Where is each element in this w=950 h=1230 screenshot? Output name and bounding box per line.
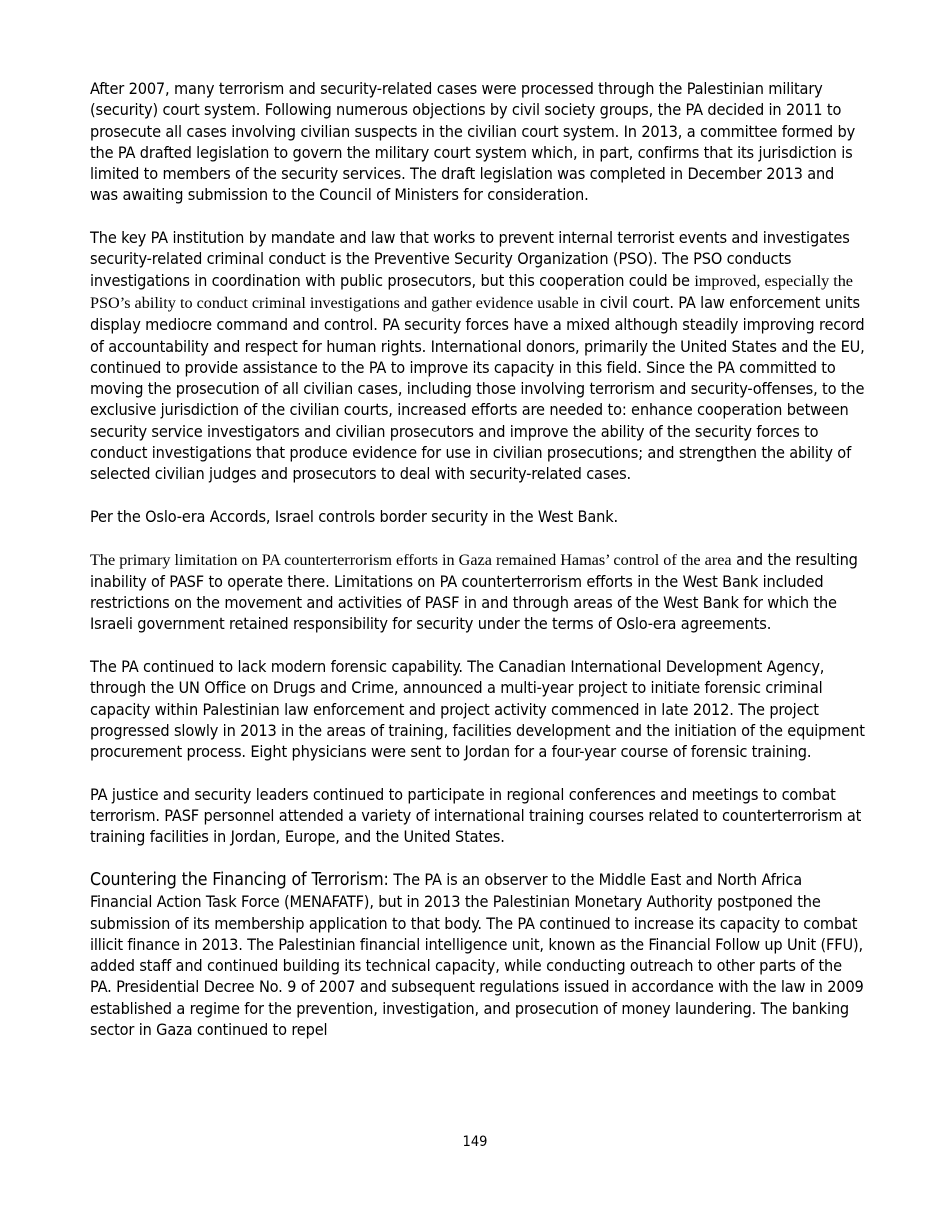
paragraph-text-part-b: and the resulting inability of PASF to operate there. Limitations on PA counterterrorism efforts in the West Bank included restrictions on the movement and activities of PASF in and through areas of the West Bank for which the Israeli government retained responsibility for security under the terms of Oslo-era agreements. <box>90 549 858 634</box>
paragraph-text-part-b: civil court. PA law enforcement units display mediocre command and control. PA security forces have a mixed although steadily improving record of accountability and respect for human rights. International donors, primarily the United States and the EU, continued to provide assistance to the PA to improve its capacity in this field. Since the PA committed to moving the prosecution of all civilian cases, including those involving terrorism and security-offenses, to the exclusive jurisdiction of the civilian courts, increased efforts are needed to: enhance cooperation between security service investigators and civilian prosecutors and improve the ability of the security forces to conduct investigations that produce evidence for use in civilian prosecutions; and strengthen the ability of selected civilian judges and prosecutors to deal with security-related cases. <box>90 292 865 484</box>
paragraph-text: The PA is an observer to the Middle East and North Africa Financial Action Task Force (MENAFATF), but in 2013 the Palestinian Monetary Authority postponed the submission of its membership application to that body. The PA continued to increase its capacity to combat illicit finance in 2013. The Palestinian financial intelligence unit, known as the Financial Follow up Unit (FFU), added staff and continued building its technical capacity, while conducting outreach to other parts of the PA. Presidential Decree No. 9 of 2007 and subsequent regulations issued in accordance with the law in 2009 established a regime for the prevention, investigation, and prosecution of money laundering. The banking sector in Gaza continued to repel <box>90 869 864 1040</box>
paragraph-text-part-a: The key PA institution by mandate and law that works to prevent internal terrorist events and investigates security-related criminal conduct is the Preventive Security Organization (PSO). The PSO conducts investigations in coordination with public prosecutors, but this cooperation could be <box>90 228 850 290</box>
paragraph-pso <box>90 227 865 485</box>
paragraph-text-serif-line: improved, especially the PSO’s ability to conduct criminal investigations and gather evidence usable in <box>90 271 853 312</box>
paragraph-cft <box>90 869 865 1040</box>
paragraph-military-courts <box>90 78 865 206</box>
body-text <box>90 78 865 1062</box>
paragraph-text: Per the Oslo-era Accords, Israel controls border security in the West Bank. <box>90 506 618 526</box>
section-heading-cft: Countering the Financing of Terrorism: <box>90 869 389 890</box>
paragraph-regional-conferences <box>90 784 865 848</box>
page-number: 149 <box>462 1134 488 1150</box>
paragraph-text: After 2007, many terrorism and security-related cases were processed through the Palestinian military (security) court system. Following numerous objections by civil society groups, the PA decided in 2011 to prosecute all cases involving civilian suspects in the civilian court system. In 2013, a committee formed by the PA drafted legislation to govern the military court system which, in part, confirms that its jurisdiction is limited to members of the security services. The draft legislation was completed in December 2013 and was awaiting submission to the Council of Ministers for consideration. <box>90 79 856 205</box>
paragraph-gaza-limitations <box>90 549 865 635</box>
paragraph-text: PA justice and security leaders continued to participate in regional conferences and meetings to combat terrorism. PASF personnel attended a variety of international training courses related to counterterrorism at training facilities in Jordan, Europe, and the United States. <box>90 784 862 847</box>
paragraph-text-serif-line: The primary limitation on PA counterterrorism efforts in Gaza remained Hamas’ control of the area <box>90 550 732 569</box>
paragraph-forensics <box>90 656 865 762</box>
paragraph-oslo-border <box>90 506 865 527</box>
paragraph-text: The PA continued to lack modern forensic capability. The Canadian International Development Agency, through the UN Office on Drugs and Crime, announced a multi-year project to initiate forensic criminal capacity within Palestinian law enforcement and project activity commenced in late 2012. The project progressed slowly in 2013 in the areas of training, facilities development and the initiation of the equipment procurement process. Eight physicians were sent to Jordan for a four-year course of forensic training. <box>90 657 865 762</box>
